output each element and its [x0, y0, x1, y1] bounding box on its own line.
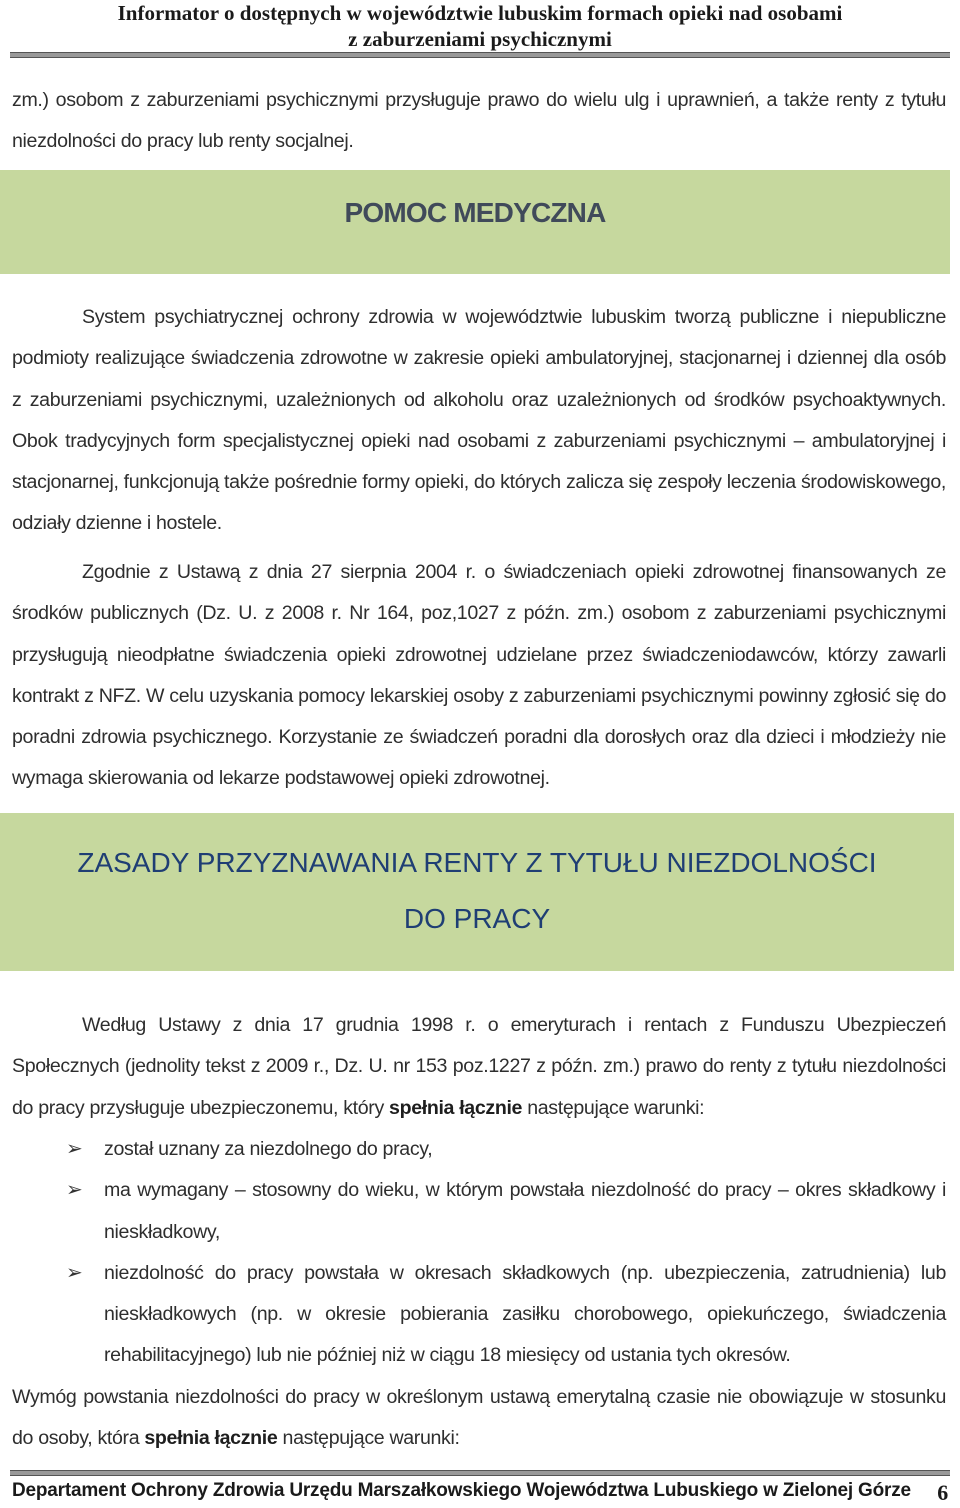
zasady-renty-paragraph-1: [12, 1005, 946, 1129]
zasady-renty-paragraph-2-emphasis: spełnia łącznie: [144, 1427, 278, 1450]
intro-paragraph: zm.) osobom z zaburzeniami psychicznymi przysługuje prawo do wielu ulg i uprawnień, a także renty z tytułu niezdolności do pracy lub renty socjalnej.: [12, 89, 946, 153]
zasady-renty-paragraph-1-emphasis: spełnia łącznie: [389, 1096, 523, 1119]
zasady-renty-paragraph-1-text: Według Ustawy z dnia 17 grudnia 1998 r. o emeryturach i rentach z Funduszu Ubezpieczeń Społecznych (jednolity tekst z 2009 r., Dz. U. nr 153 poz.1227 z późn. zm.) prawo do renty z tytułu niezdolności do pracy przysługuje ubezpieczonemu, który: [12, 1014, 946, 1119]
footer-divider: [10, 1470, 950, 1476]
list-item: [66, 1129, 946, 1170]
arrow-bullet-icon: ➢: [66, 1179, 83, 1202]
footer-text: Departament Ochrony Zdrowia Urzędu Marszałkowskiego Województwa Lubuskiego w Zielonej Górze: [12, 1480, 911, 1501]
pomoc-medyczna-paragraph-1: [12, 297, 946, 545]
pomoc-medyczna-paragraph-2-text: Zgodnie z Ustawą z dnia 27 sierpnia 2004 r. o świadczeniach opieki zdrowotnej finansowanych ze środków publicznych (Dz. U. z 2008 r. Nr 164, poz,1027 z późn. zm.) osobom z zaburzeniami psychicznymi przysługują nieodpłatne świadczenia opieki zdrowotnej udzielane przez świadczeniodawców, którzy zawarli kontrakt z NFZ. W celu uzyskania pomocy lekarskiej osoby z zaburzeniami psychicznymi powinny zgłosić się do poradni zdrowia psychicznego. Korzystanie ze świadczeń poradni dla dorosłych oraz dla dzieci i młodzieży nie wymaga skierowania od lekarze podstawowej opieki zdrowotnej.: [12, 561, 946, 790]
conditions-list: [66, 1129, 946, 1377]
arrow-bullet-icon: ➢: [66, 1261, 83, 1284]
header-line-1: Informator o dostępnych w województwie lubuskim formach opieki nad osobami: [117, 1, 843, 25]
section-band-zasady-renty: [0, 813, 954, 971]
zasady-renty-paragraph-2: [12, 1377, 946, 1460]
list-item: [66, 1253, 946, 1377]
list-item: [66, 1170, 946, 1253]
zasady-renty-paragraph-2-text: Wymóg powstania niezdolności do pracy w określonym ustawą emerytalną czasie nie obowiązuje w stosunku do osoby, która: [12, 1386, 946, 1450]
zasady-renty-paragraph-1-tail: następujące warunki:: [522, 1096, 705, 1119]
list-item-text: ma wymagany – stosowny do wieku, w którym powstała niezdolność do pracy – okres składkowy i nieskładkowy,: [104, 1179, 946, 1243]
arrow-bullet-icon: ➢: [66, 1138, 83, 1160]
page-number: 6: [937, 1480, 948, 1505]
list-item-text: niezdolność do pracy powstała w okresach składkowych (np. ubezpieczenia, zatrudnienia) lub nieskładkowych (np. w okresie pobierania zasiłku chorobowego, opiekuńczego, świadczenia rehabilitacyjnego) lub nie później niż w ciągu 18 miesięcy od ustania tych okresów.: [104, 1261, 946, 1367]
section-title-zasady-renty-line-2: DO PRACY: [403, 903, 551, 934]
section-title-zasady-renty-line-1: ZASADY PRZYZNAWANIA RENTY Z TYTUŁU NIEZDOLNOŚCI: [77, 847, 877, 878]
section-band-pomoc-medyczna: [0, 170, 950, 274]
pomoc-medyczna-paragraph-1-text: System psychiatrycznej ochrony zdrowia w województwie lubuskim tworzą publiczne i niepubliczne podmioty realizujące świadczenia zdrowotne w zakresie opieki ambulatoryjnej, stacjonarnej i dziennej dla osób z zaburzeniami psychicznymi, uzależnionych od alkoholu oraz uzależnionych od środków psychoaktywnych. Obok tradycyjnych form specjalistycznej opieki nad osobami z zaburzeniami psychicznymi – ambulatoryjnej i stacjonarnej, funkcjonują także pośrednie formy opieki, do których zalicza się zespoły leczenia środowiskowego, odziały dzienne i hostele.: [12, 306, 946, 535]
header-line-2: z zaburzeniami psychicznymi: [348, 27, 612, 51]
list-item-text: został uznany za niezdolnego do pracy,: [104, 1138, 433, 1160]
page-footer: [12, 1480, 948, 1505]
header-divider: [10, 52, 950, 58]
zasady-renty-paragraph-2-tail: następujące warunki:: [277, 1427, 460, 1450]
section-title-pomoc-medyczna: POMOC MEDYCZNA: [344, 197, 606, 228]
pomoc-medyczna-paragraph-2: [12, 552, 946, 800]
